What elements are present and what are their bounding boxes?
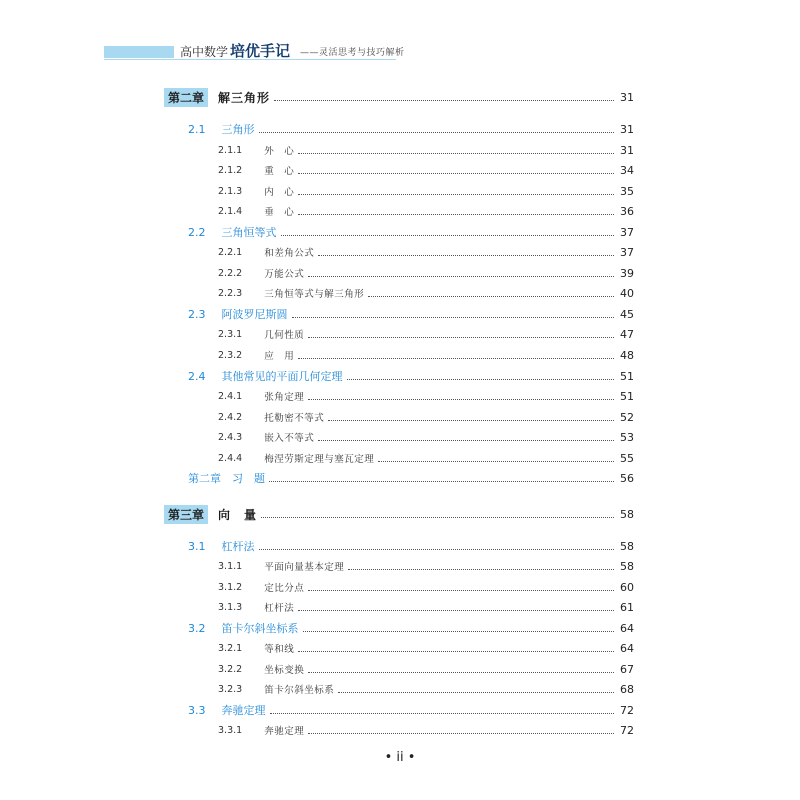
entry-page-number: 40 bbox=[620, 286, 634, 300]
dot-leader bbox=[281, 235, 615, 236]
entry-title: 和差角公式 bbox=[264, 248, 315, 259]
entry-number: 2.1.1 bbox=[218, 144, 243, 156]
entry-number: 3.2.2 bbox=[218, 663, 243, 675]
dot-leader bbox=[259, 549, 615, 550]
toc-entry-sub[interactable] bbox=[218, 203, 634, 219]
entry-title: 应 用 bbox=[264, 351, 295, 362]
entry-number: 2.1.3 bbox=[218, 185, 243, 197]
dot-leader bbox=[292, 317, 615, 318]
entry-page-number: 37 bbox=[620, 245, 634, 259]
entry-number: 2.1.2 bbox=[218, 164, 243, 176]
page-number: • ii • bbox=[384, 750, 416, 765]
dot-leader bbox=[338, 692, 614, 693]
entry-title: 杠杆法 bbox=[264, 603, 295, 614]
entry-number: 2.4.2 bbox=[218, 411, 243, 423]
entry-page-number: 58 bbox=[620, 559, 634, 573]
entry-page-number: 68 bbox=[620, 682, 634, 696]
toc-entry-sub[interactable] bbox=[218, 558, 634, 574]
toc-entry-sub[interactable] bbox=[218, 661, 634, 677]
toc-entry-sec[interactable] bbox=[188, 306, 634, 322]
entry-title: 嵌入不等式 bbox=[264, 433, 315, 444]
entry-number: 2.1.4 bbox=[218, 205, 243, 217]
dot-leader bbox=[308, 399, 614, 400]
entry-page-number: 31 bbox=[620, 122, 634, 136]
entry-title: 张角定理 bbox=[264, 392, 305, 403]
toc-entry-chap[interactable] bbox=[164, 89, 634, 105]
toc-entry-sub[interactable] bbox=[218, 722, 634, 738]
entry-number: 3.1.2 bbox=[218, 581, 243, 593]
dot-leader bbox=[308, 276, 614, 277]
entry-page-number: 31 bbox=[620, 90, 634, 104]
entry-page-number: 52 bbox=[620, 410, 634, 424]
entry-title: 等和线 bbox=[264, 644, 295, 655]
entry-title: 奔驰定理 bbox=[264, 726, 305, 737]
dot-leader bbox=[298, 153, 614, 154]
entry-number: 2.3.1 bbox=[218, 328, 243, 340]
dot-leader bbox=[298, 173, 614, 174]
entry-page-number: 35 bbox=[620, 184, 634, 198]
entry-page-number: 51 bbox=[620, 369, 634, 383]
toc-entry-sub[interactable] bbox=[218, 142, 634, 158]
toc-entry-sec[interactable] bbox=[188, 702, 634, 718]
entry-title: 托勒密不等式 bbox=[264, 413, 325, 424]
chapter-label: 第二章 bbox=[164, 88, 208, 107]
entry-title: 外 心 bbox=[264, 146, 295, 157]
entry-number: 3.2 bbox=[188, 621, 206, 635]
dot-leader bbox=[347, 379, 615, 380]
toc-entry-sub[interactable] bbox=[218, 681, 634, 697]
entry-page-number: 47 bbox=[620, 327, 634, 341]
exercises-title: 第二章 习 题 bbox=[188, 472, 265, 485]
entry-number: 3.3.1 bbox=[218, 724, 243, 736]
dot-leader bbox=[298, 610, 614, 611]
entry-number: 3.2.1 bbox=[218, 642, 243, 654]
entry-number: 3.1.3 bbox=[218, 601, 243, 613]
dot-leader bbox=[270, 713, 615, 714]
header-book-title: 培优手记 bbox=[230, 42, 291, 60]
entry-number: 2.2.1 bbox=[218, 246, 243, 258]
entry-number: 2.2 bbox=[188, 225, 206, 239]
dot-leader bbox=[298, 214, 614, 215]
entry-title: 三角恒等式 bbox=[221, 226, 277, 239]
header-series: 高中数学 bbox=[180, 45, 229, 59]
header-subtitle: ——灵活思考与技巧解析 bbox=[300, 48, 405, 58]
dot-leader bbox=[298, 358, 614, 359]
entry-page-number: 56 bbox=[620, 471, 634, 485]
entry-number: 3.3 bbox=[188, 703, 206, 717]
entry-page-number: 45 bbox=[620, 307, 634, 321]
dot-leader bbox=[318, 440, 614, 441]
dot-leader bbox=[348, 569, 614, 570]
entry-number: 2.2.2 bbox=[218, 267, 243, 279]
toc-entry-sec[interactable] bbox=[188, 224, 634, 240]
entry-title: 内 心 bbox=[264, 187, 295, 198]
dot-leader bbox=[298, 651, 614, 652]
entry-title: 坐标变换 bbox=[264, 665, 305, 676]
toc-entry-sub[interactable] bbox=[218, 409, 634, 425]
entry-page-number: 67 bbox=[620, 662, 634, 676]
entry-title: 定比分点 bbox=[264, 583, 305, 594]
entry-page-number: 36 bbox=[620, 204, 634, 218]
entry-page-number: 58 bbox=[620, 507, 634, 521]
dot-leader bbox=[269, 481, 614, 482]
entry-number: 2.3.2 bbox=[218, 349, 243, 361]
dot-leader bbox=[259, 132, 615, 133]
dot-leader bbox=[308, 733, 614, 734]
entry-page-number: 64 bbox=[620, 621, 634, 635]
toc-entry-sub[interactable] bbox=[218, 183, 634, 199]
entry-title: 杠杆法 bbox=[221, 540, 255, 553]
toc-entry-sub[interactable] bbox=[218, 450, 634, 466]
toc-entry-sub[interactable] bbox=[218, 244, 634, 260]
dot-leader bbox=[308, 337, 614, 338]
entry-page-number: 64 bbox=[620, 641, 634, 655]
chapter-label: 第三章 bbox=[164, 505, 208, 524]
entry-title: 笛卡尔斜坐标系 bbox=[221, 622, 299, 635]
toc-entry-sec[interactable] bbox=[188, 121, 634, 137]
entry-number: 2.3 bbox=[188, 307, 206, 321]
entry-page-number: 61 bbox=[620, 600, 634, 614]
toc-entry-sub[interactable] bbox=[218, 388, 634, 404]
chapter-title: 向 量 bbox=[218, 507, 258, 522]
entry-title: 垂 心 bbox=[264, 207, 295, 218]
entry-page-number: 72 bbox=[620, 703, 634, 717]
entry-title: 其他常见的平面几何定理 bbox=[221, 370, 343, 383]
dot-leader bbox=[308, 672, 614, 673]
entry-page-number: 60 bbox=[620, 580, 634, 594]
toc-entry-sub[interactable] bbox=[218, 640, 634, 656]
entry-title: 三角形 bbox=[221, 123, 255, 136]
entry-title: 平面向量基本定理 bbox=[264, 562, 345, 573]
toc-entry-sec[interactable] bbox=[188, 620, 634, 636]
entry-page-number: 58 bbox=[620, 539, 634, 553]
dot-leader bbox=[328, 420, 614, 421]
entry-title: 梅涅劳斯定理与塞瓦定理 bbox=[264, 454, 375, 465]
dot-leader bbox=[378, 461, 614, 462]
entry-page-number: 51 bbox=[620, 389, 634, 403]
entry-title: 笛卡尔斜坐标系 bbox=[264, 685, 335, 696]
entry-title: 三角恒等式与解三角形 bbox=[264, 289, 365, 300]
entry-title: 几何性质 bbox=[264, 330, 305, 341]
toc-entry-sub[interactable] bbox=[218, 579, 634, 595]
entry-number: 3.1.1 bbox=[218, 560, 243, 572]
toc-entry-sub[interactable] bbox=[218, 326, 634, 342]
entry-number: 2.1 bbox=[188, 122, 206, 136]
entry-page-number: 31 bbox=[620, 143, 634, 157]
entry-number: 2.4.3 bbox=[218, 431, 243, 443]
dot-leader bbox=[308, 590, 614, 591]
entry-page-number: 37 bbox=[620, 225, 634, 239]
entry-page-number: 55 bbox=[620, 451, 634, 465]
entry-page-number: 53 bbox=[620, 430, 634, 444]
toc-entry-sub[interactable] bbox=[218, 429, 634, 445]
entry-title: 重 心 bbox=[264, 166, 295, 177]
entry-title: 奔驰定理 bbox=[221, 704, 266, 717]
entry-page-number: 34 bbox=[620, 163, 634, 177]
entry-number: 2.4.1 bbox=[218, 390, 243, 402]
entry-title: 阿波罗尼斯圆 bbox=[221, 308, 288, 321]
toc-entry-sub[interactable] bbox=[218, 162, 634, 178]
toc-entry-sub[interactable] bbox=[218, 347, 634, 363]
dot-leader bbox=[298, 194, 614, 195]
dot-leader bbox=[261, 517, 614, 518]
toc-entry-sub[interactable] bbox=[218, 599, 634, 615]
toc-entry-sub[interactable] bbox=[218, 265, 634, 281]
dot-leader bbox=[318, 255, 614, 256]
dot-leader bbox=[303, 631, 615, 632]
toc-entry-sub[interactable] bbox=[218, 285, 634, 301]
chapter-title: 解三角形 bbox=[218, 90, 271, 105]
entry-number: 2.2.3 bbox=[218, 287, 243, 299]
entry-number: 3.1 bbox=[188, 539, 206, 553]
entry-page-number: 39 bbox=[620, 266, 634, 280]
entry-number: 2.4.4 bbox=[218, 452, 243, 464]
dot-leader bbox=[368, 296, 614, 297]
entry-number: 3.2.3 bbox=[218, 683, 243, 695]
toc-entry-ex[interactable] bbox=[188, 470, 634, 486]
toc-entry-sec[interactable] bbox=[188, 368, 634, 384]
entry-title: 万能公式 bbox=[264, 269, 305, 280]
entry-page-number: 72 bbox=[620, 723, 634, 737]
toc-entry-chap[interactable] bbox=[164, 506, 634, 522]
entry-page-number: 48 bbox=[620, 348, 634, 362]
toc-entry-sec[interactable] bbox=[188, 538, 634, 554]
entry-number: 2.4 bbox=[188, 369, 206, 383]
dot-leader bbox=[274, 100, 614, 101]
